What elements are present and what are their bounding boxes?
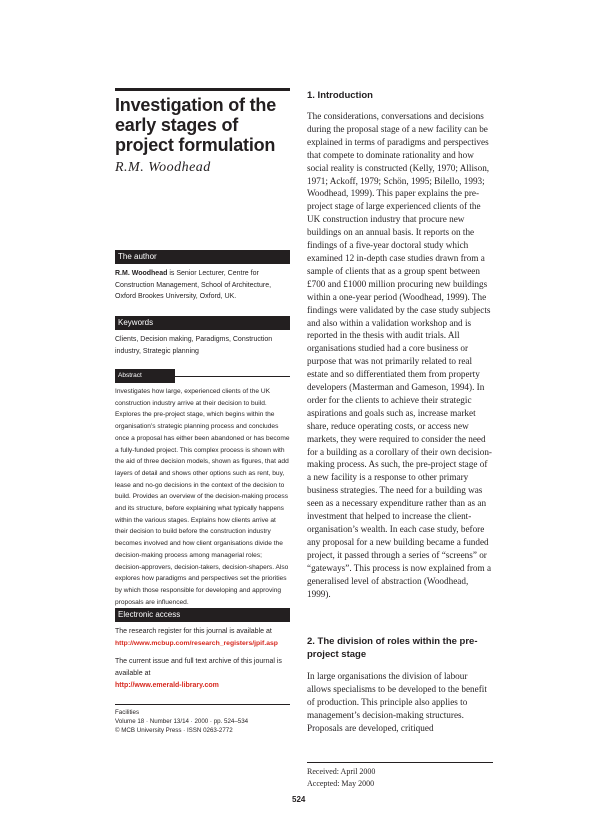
register-link[interactable]: http://www.mcbup.com/research_registers/jpif.asp	[115, 640, 278, 647]
article-author: R.M. Woodhead	[115, 160, 211, 175]
journal-volume: Volume 18 · Number 13/14 · 2000 · pp. 524–534	[115, 718, 249, 725]
journal-name: Facilities	[115, 709, 140, 716]
author-box-affiliation: is Senior Lecturer, Centre for Construction Management, School of Architecture, Oxford Brookes University, Oxford, UK.	[115, 270, 272, 301]
author-box-name: R.M. Woodhead	[115, 270, 168, 277]
author-box-heading: The author	[115, 250, 290, 264]
title-rule	[115, 88, 290, 91]
register-text: The research register for this journal is available at	[115, 628, 272, 635]
abstract-rule	[175, 376, 290, 377]
received-date: Received: April 2000	[307, 767, 376, 776]
archive-text: The current issue and full text archive of this journal is available at	[115, 658, 282, 677]
section-2-text: In large organisations the division of labour allows specialisms to be developed to the benefit of production. This principle also applies to management’s decision-making structures. Proposals are developed, critiqued	[307, 671, 487, 733]
accepted-date: Accepted: May 2000	[307, 779, 375, 788]
journal-press: © MCB University Press · ISSN 0263-2772	[115, 727, 233, 734]
keywords-text: Clients, Decision making, Paradigms, Construction industry, Strategic planning	[115, 336, 273, 355]
dates-rule	[307, 762, 493, 763]
page-number: 524	[292, 795, 306, 804]
abstract-box-heading: Abstract	[115, 369, 175, 383]
author-box-text	[115, 268, 290, 303]
article-title: Investigation of the early stages of project formulation	[115, 95, 277, 155]
section-1-text: The considerations, conversations and decisions during the proposal stage of a new facility can be explained in terms of paradigms and perspectives that compete to dominate rationality and how social reality is constructed (Kelly, 1970; Allison, 1971; Ackoff, 1979; Schön, 1995; Bilello, 1993; Woodhead, 1999). This paper explains the pre-project stage of large experienced clients of the UK construction industry that procure new buildings on an annual basis. It reports on the findings of a five-year doctoral study which examined 12 in-depth case studies drawn from a sample of clients that as a group spent between £700 and £1000 million procuring new buildings within a one-year period (Woodhead, 1999). The findings were validated by the case study subjects and also within a validation workshop and is reported in the thesis with audit trials. All organisations studied had a core business or purpose that was not primarily related to real estate and so differentiated them from property developers (Masterman and Gameson, 1994). In order for the clients to achieve their strategic aspirations and goals such as, increase market share, reduce operating costs, or access new markets, they were required to consider the need for a building as a corollary of their own decision-making process. As such, the pre-project stage of a new facility is a response to other primary business strategies. The need for a building was seen as a necessary expenditure rather than as an investment that helped to increase the client-organisation’s wealth. In each case study, before any proposal for a new building became a funded project, it passed through a series of “screens” or “gateways”. This process is now explained from a generalised level of abstraction (Woodhead, 1999).	[307, 111, 492, 599]
archive-link[interactable]: http://www.emerald-library.com	[115, 682, 219, 689]
section-1-heading: 1. Introduction	[307, 90, 373, 101]
keywords-box-heading: Keywords	[115, 316, 290, 330]
section-2-heading: 2. The division of roles within the pre-project stage	[307, 636, 478, 660]
access-box-heading: Electronic access	[115, 608, 290, 622]
journal-rule	[115, 704, 290, 705]
abstract-text: Investigates how large, experienced clients of the UK construction industry arrive at their decision to build. Explores the pre-project stage, which begins within the organisation’s strategic planning process and concludes once a proposal has either been abandoned or has become a fully-funded project. This complex process is shown with the aid of three decision models, shown as figures, that add layers of detail and shows other options such as rent, buy, lease and no-go decisions in the context of the decision to build. Provides an overview of the decision-making process and its structure, before explaining what typically happens within the various stages. Explains how clients arrive at their decision to build before the construction industry becomes involved and how client organisations divide the decision-making process among managerial roles; decision-approvers, decision-takers, decision-shapers. Also explores how paradigms and perspectives set the priorities by which those responsible for developing and approving proposals are influenced.	[115, 388, 290, 606]
